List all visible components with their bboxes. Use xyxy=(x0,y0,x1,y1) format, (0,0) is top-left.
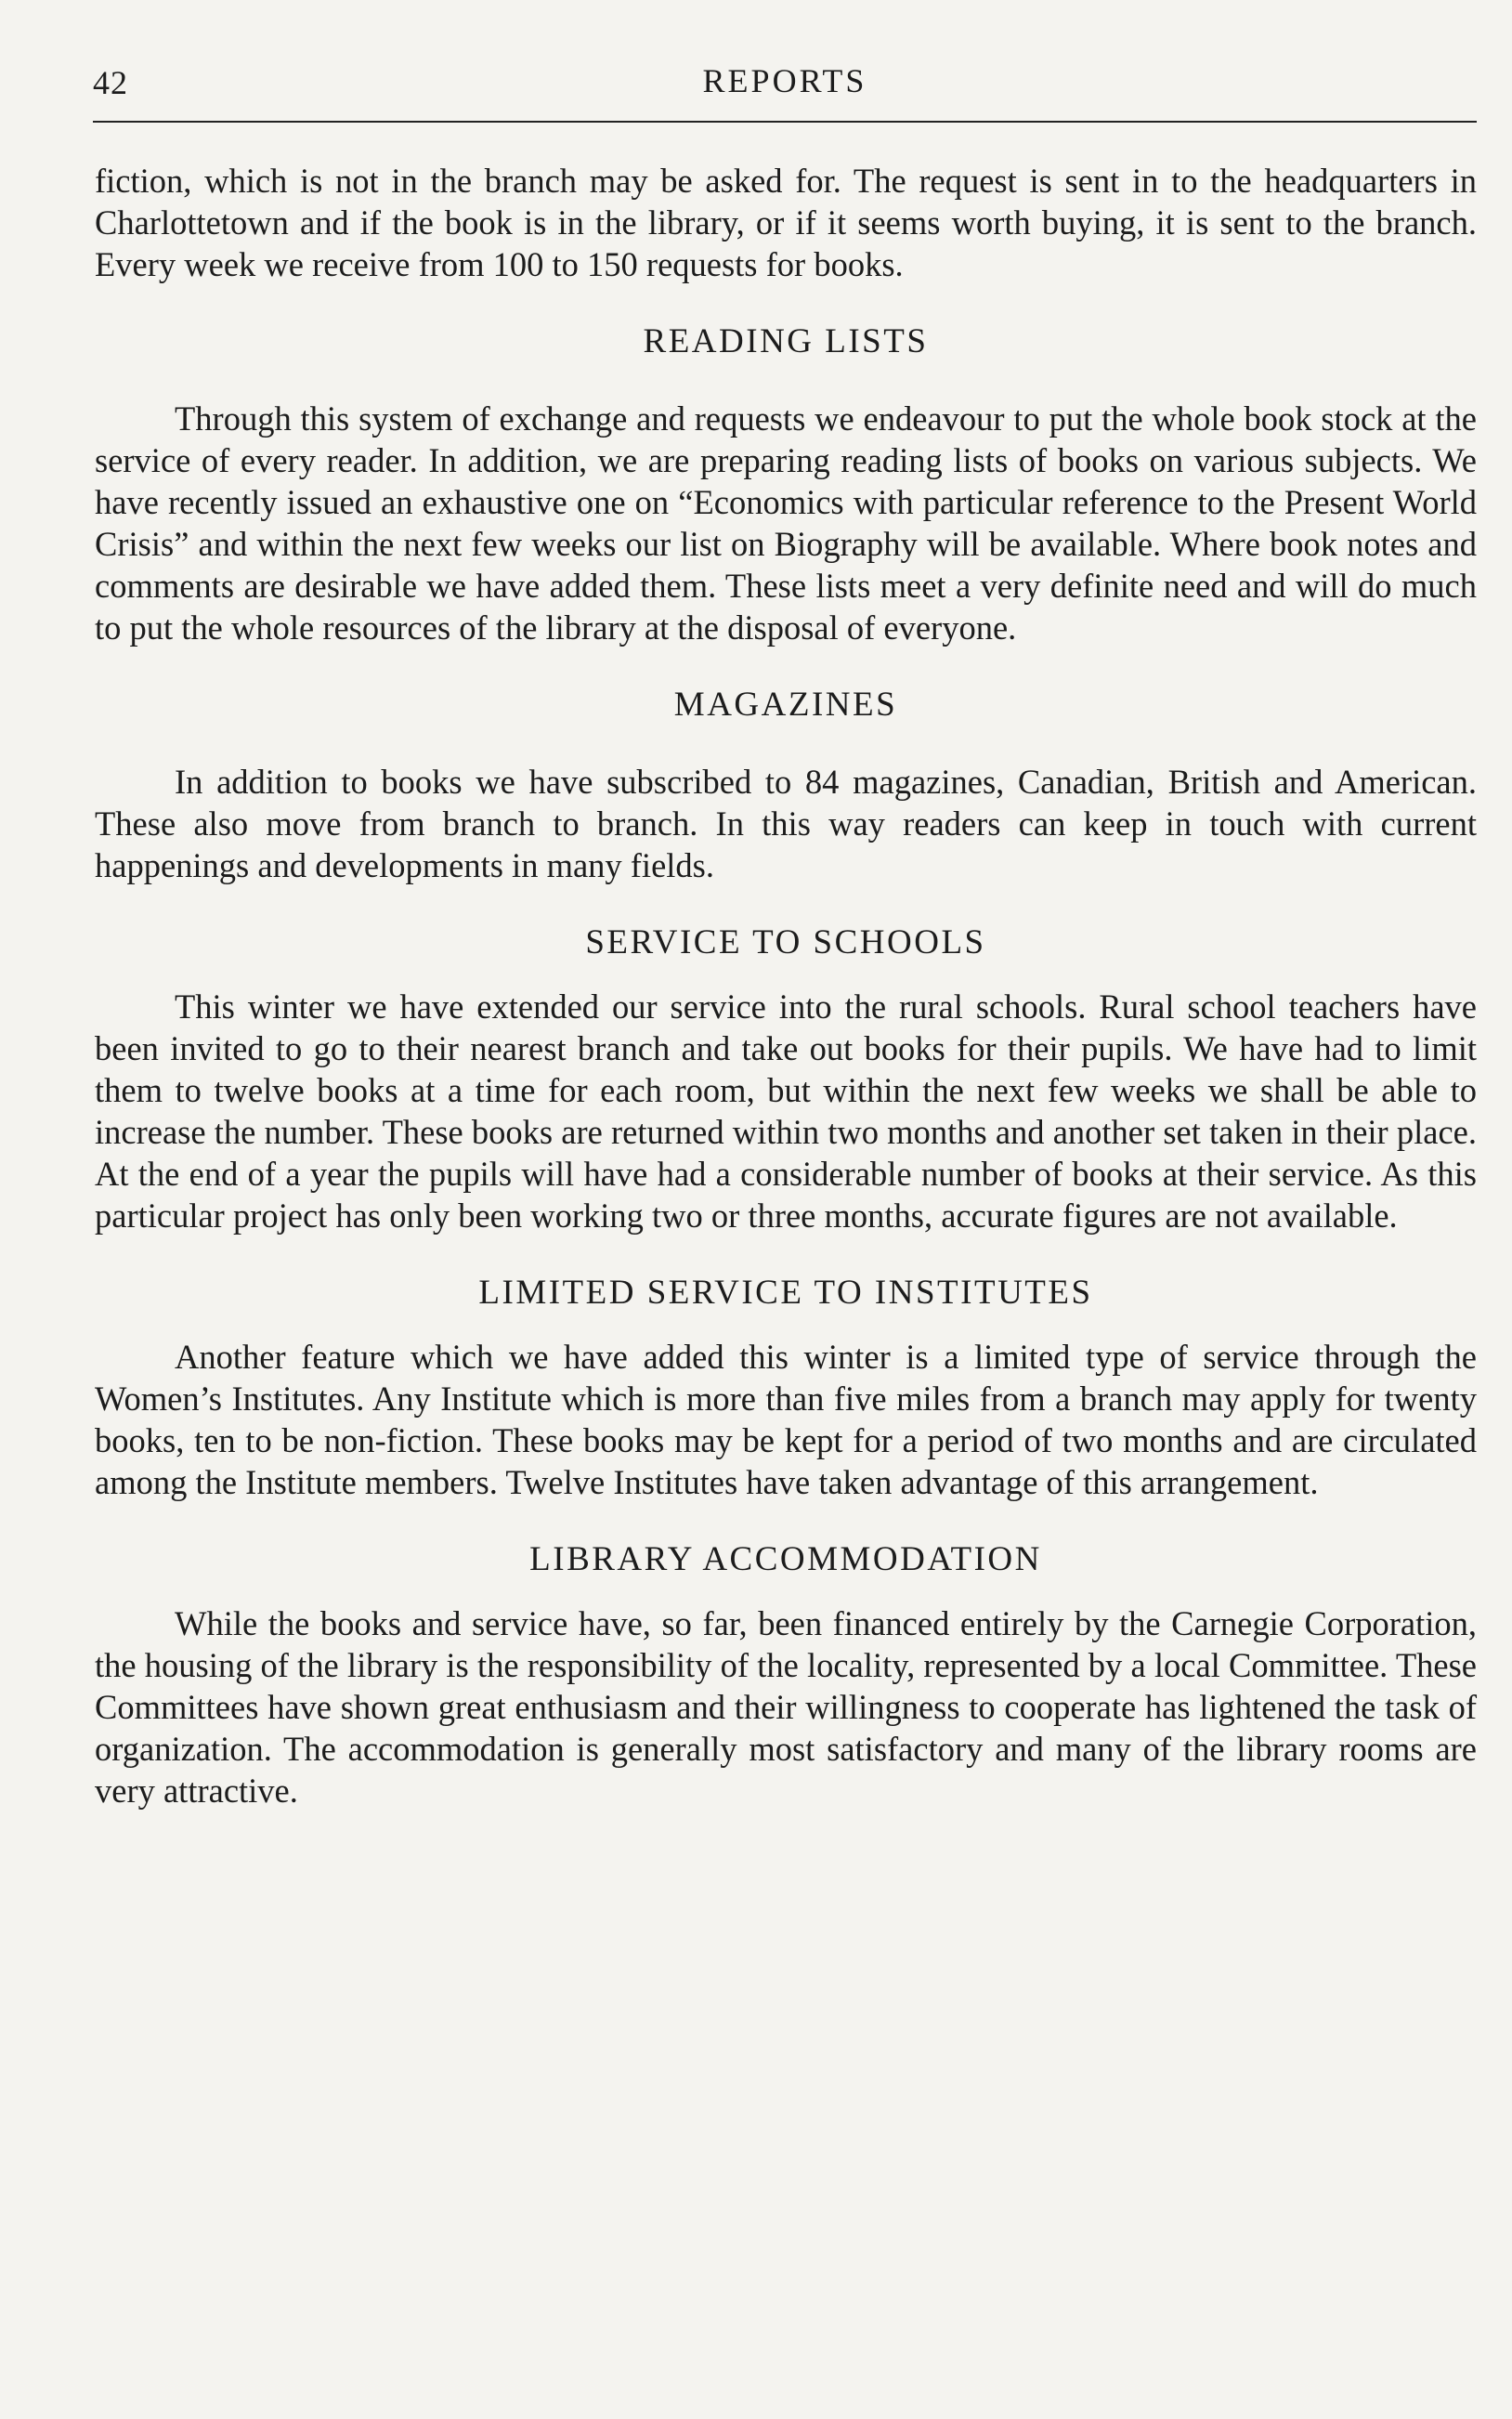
section-spacer xyxy=(95,285,1477,320)
section-spacer xyxy=(95,963,1477,986)
report-body xyxy=(95,160,1477,1811)
heading-library-accommodation: LIBRARY ACCOMMODATION xyxy=(529,1540,1042,1578)
section-spacer xyxy=(95,648,1477,684)
continued-paragraph: fiction, which is not in the branch may be asked for. The request is sent in to the headquarters in Charlottetown and if the book is in the library, or if it seems worth buying, it is sent to the branch. Every week we receive from 100 to 150 requests for books. xyxy=(95,162,1477,283)
paragraph-magazines: In addition to books we have subscribed to 84 magazines, Canadian, British and American. These also move from branch to branch. In this way readers can keep in touch with current happenings and developments in many fields. xyxy=(95,763,1477,884)
paragraph-reading-lists: Through this system of exchange and requests we endeavour to put the whole book stock at the service of every reader. In addition, we are preparing reading lists of books on various subjects. We have recently issued an exhaustive one on “Economics with particular reference to the Present World Crisis” and within the next few weeks our list on Biography will be available. Where book notes and comments are desirable we have added them. These lists meet a very definite need and will do much to put the whole resources of the library at the disposal of everyone. xyxy=(95,399,1477,647)
heading-magazines: MAGAZINES xyxy=(673,686,898,724)
section-spacer xyxy=(95,1580,1477,1602)
running-title: REPORTS xyxy=(702,62,867,99)
section-spacer xyxy=(95,1503,1477,1538)
heading-limited-service-to-institutes: LIMITED SERVICE TO INSTITUTES xyxy=(478,1274,1093,1312)
section-spacer xyxy=(95,1236,1477,1272)
paragraph-limited-service-to-institutes: Another feature which we have added this winter is a limited type of service through the Women’s Institutes. Any Institute which is more than five miles from a branch may apply for twenty books, ten to be non-fiction. These books may be kept for a period of two months and are circulated among the Institute members. Twelve Institutes have taken advantage of this arrangement. xyxy=(95,1338,1477,1501)
section-spacer xyxy=(95,362,1477,398)
paragraph-service-to-schools: This winter we have extended our service into the rural schools. Rural school teachers have been invited to go to their nearest branch and take out books for their pupils. We have had to limit them to twelve books at a time for each room, but within the next few weeks we shall be able to increase the number. These books are returned within two months and another set taken in their place. At the end of a year the pupils will have had a considerable number of books at their service. As this particular project has only been working two or three months, accurate figures are not available. xyxy=(95,987,1477,1235)
heading-service-to-schools: SERVICE TO SCHOOLS xyxy=(585,923,986,961)
running-header xyxy=(93,58,1477,113)
section-spacer xyxy=(95,726,1477,761)
heading-reading-lists: READING LISTS xyxy=(643,322,929,360)
paragraph-library-accommodation: While the books and service have, so far, been financed entirely by the Carnegie Corporation, the housing of the library is the responsibility of the locality, represented by a local Committee. These Committees have shown great enthusiasm and their willingness to cooperate has lightened the task of organization. The accommodation is generally most satisfactory and many of the library rooms are very attractive. xyxy=(95,1604,1477,1810)
section-spacer xyxy=(95,886,1477,922)
section-spacer xyxy=(95,1314,1477,1336)
header-rule xyxy=(93,121,1477,123)
page-number: 42 xyxy=(93,64,128,101)
